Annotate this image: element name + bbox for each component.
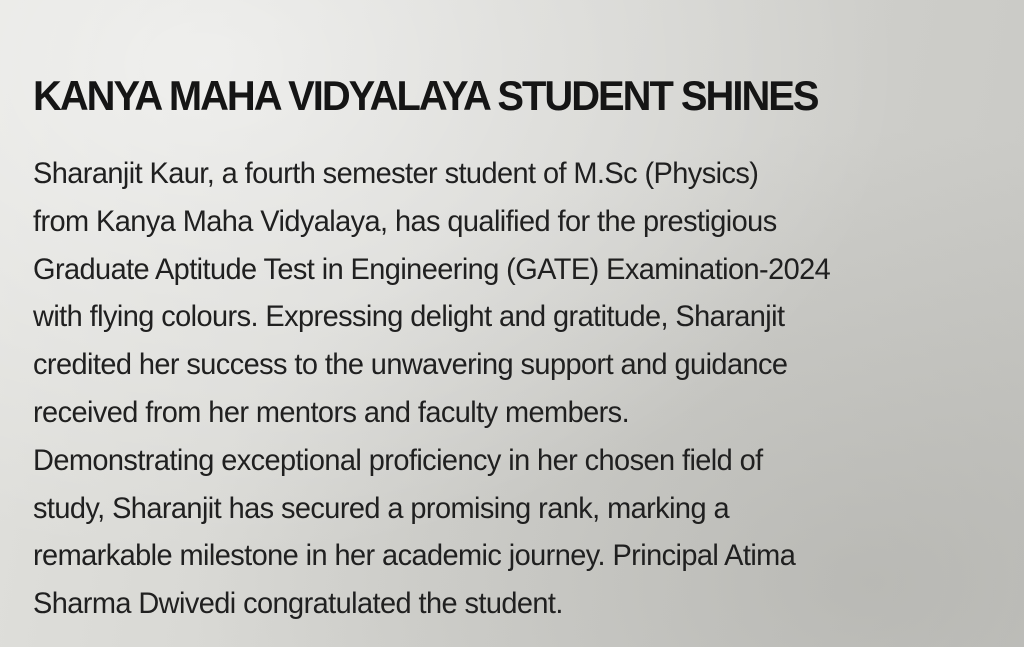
article-headline: KANYA MAHA VIDYALAYA STUDENT SHINES: [33, 72, 818, 119]
article-line: with flying colours. Expressing delight and gratitude, Sharanjit: [33, 300, 785, 334]
article-line: received from her mentors and faculty members.: [33, 395, 630, 429]
article-body: [33, 150, 859, 628]
article-line: Sharma Dwivedi congratulated the student.: [33, 587, 563, 621]
article-line: Sharanjit Kaur, a fourth semester student of M.Sc (Physics): [33, 157, 759, 190]
article-line: from Kanya Maha Vidyalaya, has qualified for the prestigious: [33, 204, 777, 238]
article-line: Demonstrating exceptional proficiency in her chosen field of: [33, 443, 763, 477]
article-line: remarkable milestone in her academic journey. Principal Atima: [33, 539, 796, 573]
article-line: credited her success to the unwavering support and guidance: [33, 348, 788, 382]
article-line: Graduate Aptitude Test in Engineering (GATE) Examination-2024: [33, 252, 831, 286]
article-line: study, Sharanjit has secured a promising rank, marking a: [33, 491, 729, 525]
